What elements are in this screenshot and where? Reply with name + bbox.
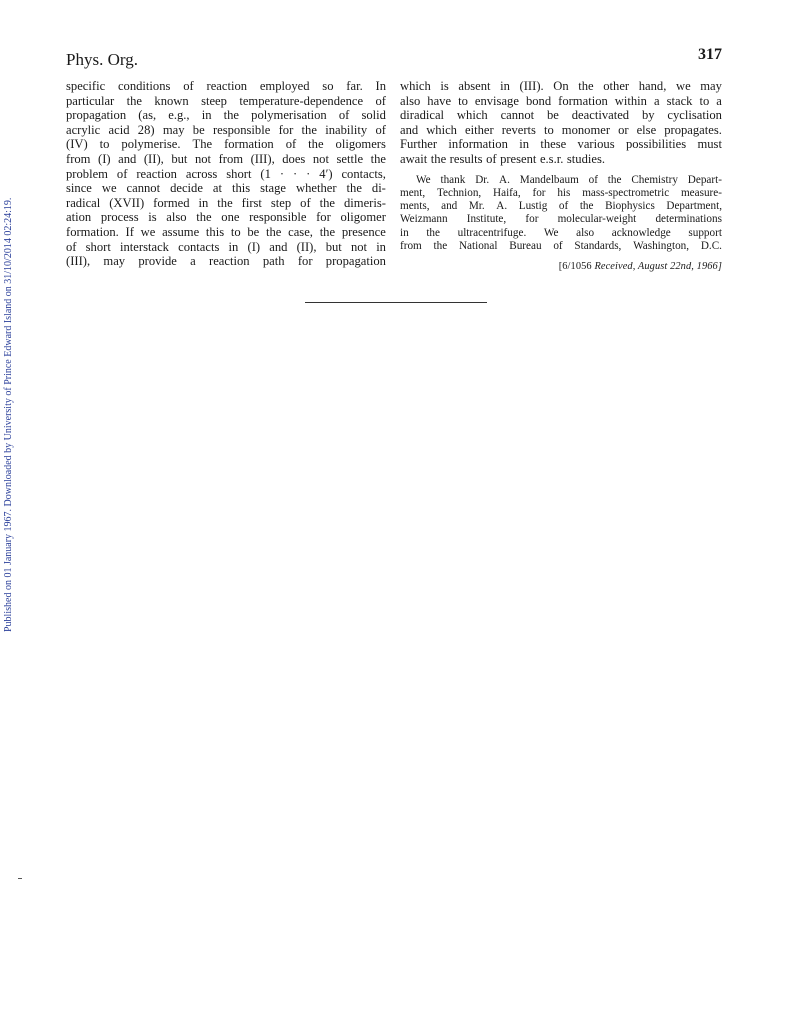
text-line: particular the known steep temperature-dependence of	[66, 93, 386, 108]
text-line: and which either reverts to monomer or else propagates.	[400, 122, 722, 137]
manuscript-ref: [6/1056	[558, 261, 592, 273]
page-number: 317	[698, 46, 722, 63]
right-paragraph	[400, 79, 722, 167]
text-line: (III), may provide a reaction path for propagation	[66, 254, 386, 269]
right-column	[400, 79, 722, 272]
text-line: We thank Dr. A. Mandelbaum of the Chemistry Depart-	[416, 173, 722, 186]
text-line: ation process is also the one responsible for oligomer	[66, 210, 386, 225]
journal-title: Phys. Org.	[66, 50, 138, 69]
text-line: formation. If we assume this to be the case, the presence	[66, 224, 386, 239]
acknowledgement-paragraph	[400, 174, 722, 254]
text-line: radical (XVII) formed in the first step of the dimeris-	[66, 195, 386, 210]
download-notice[interactable]	[3, 152, 14, 632]
text-line: ments, and Mr. A. Lustig of the Biophysics Department,	[400, 200, 722, 213]
text-line: (IV) to polymerise. The formation of the oligomers	[66, 137, 386, 152]
text-line: diradical which cannot be deactivated by cyclisation	[400, 108, 722, 123]
text-line: specific conditions of reaction employed so far. In	[66, 79, 386, 93]
text-line: Weizmann Institute, for molecular-weight determinations	[400, 213, 722, 226]
download-notice-text: Published on 01 January 1967. Downloaded by University of Prince Edward Island on 31/10/2014 02:24:19.	[3, 197, 14, 632]
left-column	[66, 79, 386, 269]
received-line	[400, 261, 722, 272]
received-date: Received, August 22nd, 1966]	[594, 261, 722, 273]
text-line: from (I) and (II), but not from (III), does not settle the	[66, 151, 386, 166]
text-line: of short interstack contacts in (I) and (II), but not in	[66, 239, 386, 254]
text-line: also have to envisage bond formation within a stack to a	[400, 93, 722, 108]
text-line: Further information in these various possibilities must	[400, 137, 722, 152]
margin-mark	[18, 878, 22, 879]
text-line: problem of reaction across short (1 · · · 4′) contacts,	[66, 166, 386, 181]
text-line: which is absent in (III). On the other hand, we may	[400, 79, 722, 93]
text-line: from the National Bureau of Standards, Washington, D.C.	[400, 240, 722, 253]
text-line: propagation (as, e.g., in the polymerisation of solid	[66, 108, 386, 123]
text-line: await the results of present e.s.r. studies.	[400, 151, 606, 166]
text-line: in the ultracentrifuge. We also acknowledge support	[400, 226, 722, 239]
end-rule	[305, 302, 487, 303]
text-line: ment, Technion, Haifa, for his mass-spectrometric measure-	[400, 186, 722, 199]
text-line: since we cannot decide at this stage whether the di-	[66, 181, 386, 196]
text-line: acrylic acid 28) may be responsible for the inability of	[66, 122, 386, 137]
